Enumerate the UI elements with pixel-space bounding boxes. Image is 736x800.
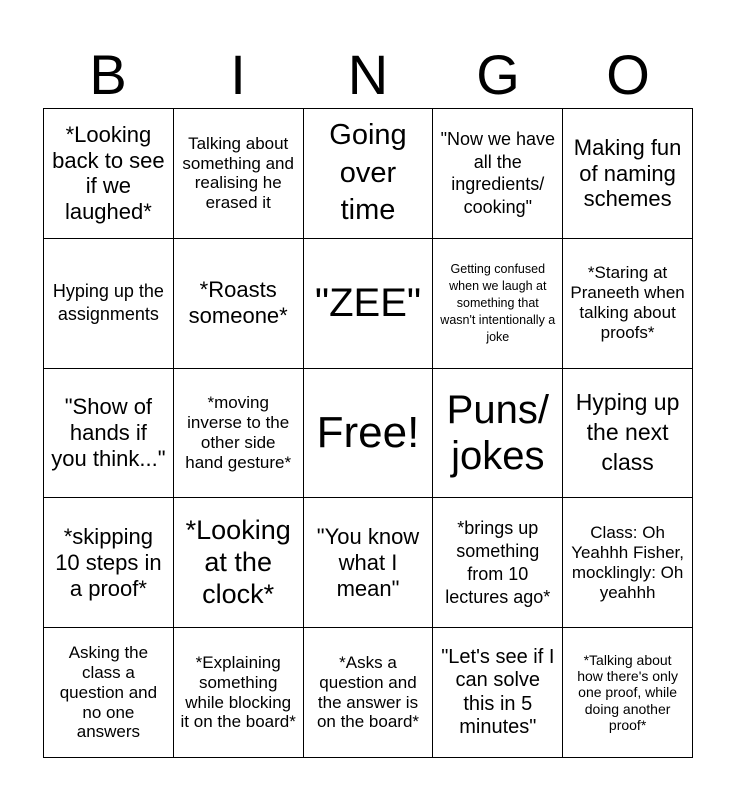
cell-text: "Now we have all the ingredients/ cooking" <box>440 128 556 218</box>
bingo-cell[interactable] <box>304 109 434 239</box>
bingo-grid <box>43 108 693 758</box>
bingo-cell[interactable] <box>304 239 434 369</box>
bingo-cell[interactable] <box>433 498 563 628</box>
bingo-header <box>43 40 693 110</box>
bingo-cell[interactable] <box>304 628 434 758</box>
cell-text: Hyping up the assignments <box>52 281 164 325</box>
bingo-cell[interactable] <box>44 109 174 239</box>
cell-text: *Explaining something while blocking it on the board* <box>180 652 296 732</box>
header-letter-n: N <box>347 43 389 106</box>
cell-text: *Roasts someone* <box>188 277 288 329</box>
bingo-cell[interactable] <box>433 239 563 369</box>
bingo-cell[interactable] <box>563 109 693 239</box>
cell-text: Making fun of naming schemes <box>573 134 682 212</box>
header-letter-i: I <box>230 43 246 106</box>
bingo-cell[interactable] <box>44 498 174 628</box>
bingo-cell[interactable] <box>563 369 693 499</box>
cell-text: "Let's see if I can solve this in 5 minutes" <box>441 645 555 738</box>
cell-text: Getting confused when we laugh at something that wasn't intentionally a joke <box>440 262 556 344</box>
cell-text: "You know what I mean" <box>316 524 420 601</box>
bingo-cell[interactable] <box>174 369 304 499</box>
cell-text: Going over time <box>329 118 407 227</box>
cell-text: Talking about something and realising he erased it <box>182 133 294 213</box>
bingo-cell[interactable] <box>174 239 304 369</box>
cell-text: Free! <box>316 408 420 458</box>
free-space[interactable] <box>304 369 434 499</box>
bingo-cell[interactable] <box>304 498 434 628</box>
cell-text: *moving inverse to the other side hand gesture* <box>185 393 292 472</box>
cell-text: *brings up something from 10 lectures ago* <box>445 518 551 607</box>
bingo-cell[interactable] <box>433 109 563 239</box>
header-letter-b: B <box>89 43 127 106</box>
header-letter-o: O <box>606 43 650 106</box>
bingo-cell[interactable] <box>174 109 304 239</box>
bingo-cell[interactable] <box>44 369 174 499</box>
header-letter-g: G <box>476 43 520 106</box>
cell-text: Puns/ jokes <box>446 387 549 478</box>
cell-text: "Show of hands if you think..." <box>51 394 166 471</box>
cell-text: *skipping 10 steps in a proof* <box>55 524 162 601</box>
bingo-cell[interactable] <box>44 239 174 369</box>
cell-text: Class: Oh Yeahhh Fisher, mocklingly: Oh yeahhh <box>571 523 684 602</box>
bingo-cell[interactable] <box>174 628 304 758</box>
bingo-cell[interactable] <box>44 628 174 758</box>
cell-text: *Staring at Praneeth when talking about proofs* <box>570 263 685 343</box>
bingo-cell[interactable] <box>563 239 693 369</box>
cell-text: *Talking about how there's only one proof, while doing another proof* <box>577 651 678 734</box>
bingo-cell[interactable] <box>433 628 563 758</box>
bingo-cell[interactable] <box>433 369 563 499</box>
cell-text: *Looking at the clock* <box>185 515 291 609</box>
cell-text: Asking the class a question and no one answers <box>59 642 158 742</box>
cell-text: "ZEE" <box>314 281 422 326</box>
cell-text: *Looking back to see if we laughed* <box>52 121 165 225</box>
bingo-cell[interactable] <box>563 498 693 628</box>
cell-text: Hyping up the next class <box>575 389 680 475</box>
cell-text: *Asks a question and the answer is on the board* <box>316 652 420 732</box>
bingo-cell[interactable] <box>563 628 693 758</box>
bingo-cell[interactable] <box>174 498 304 628</box>
